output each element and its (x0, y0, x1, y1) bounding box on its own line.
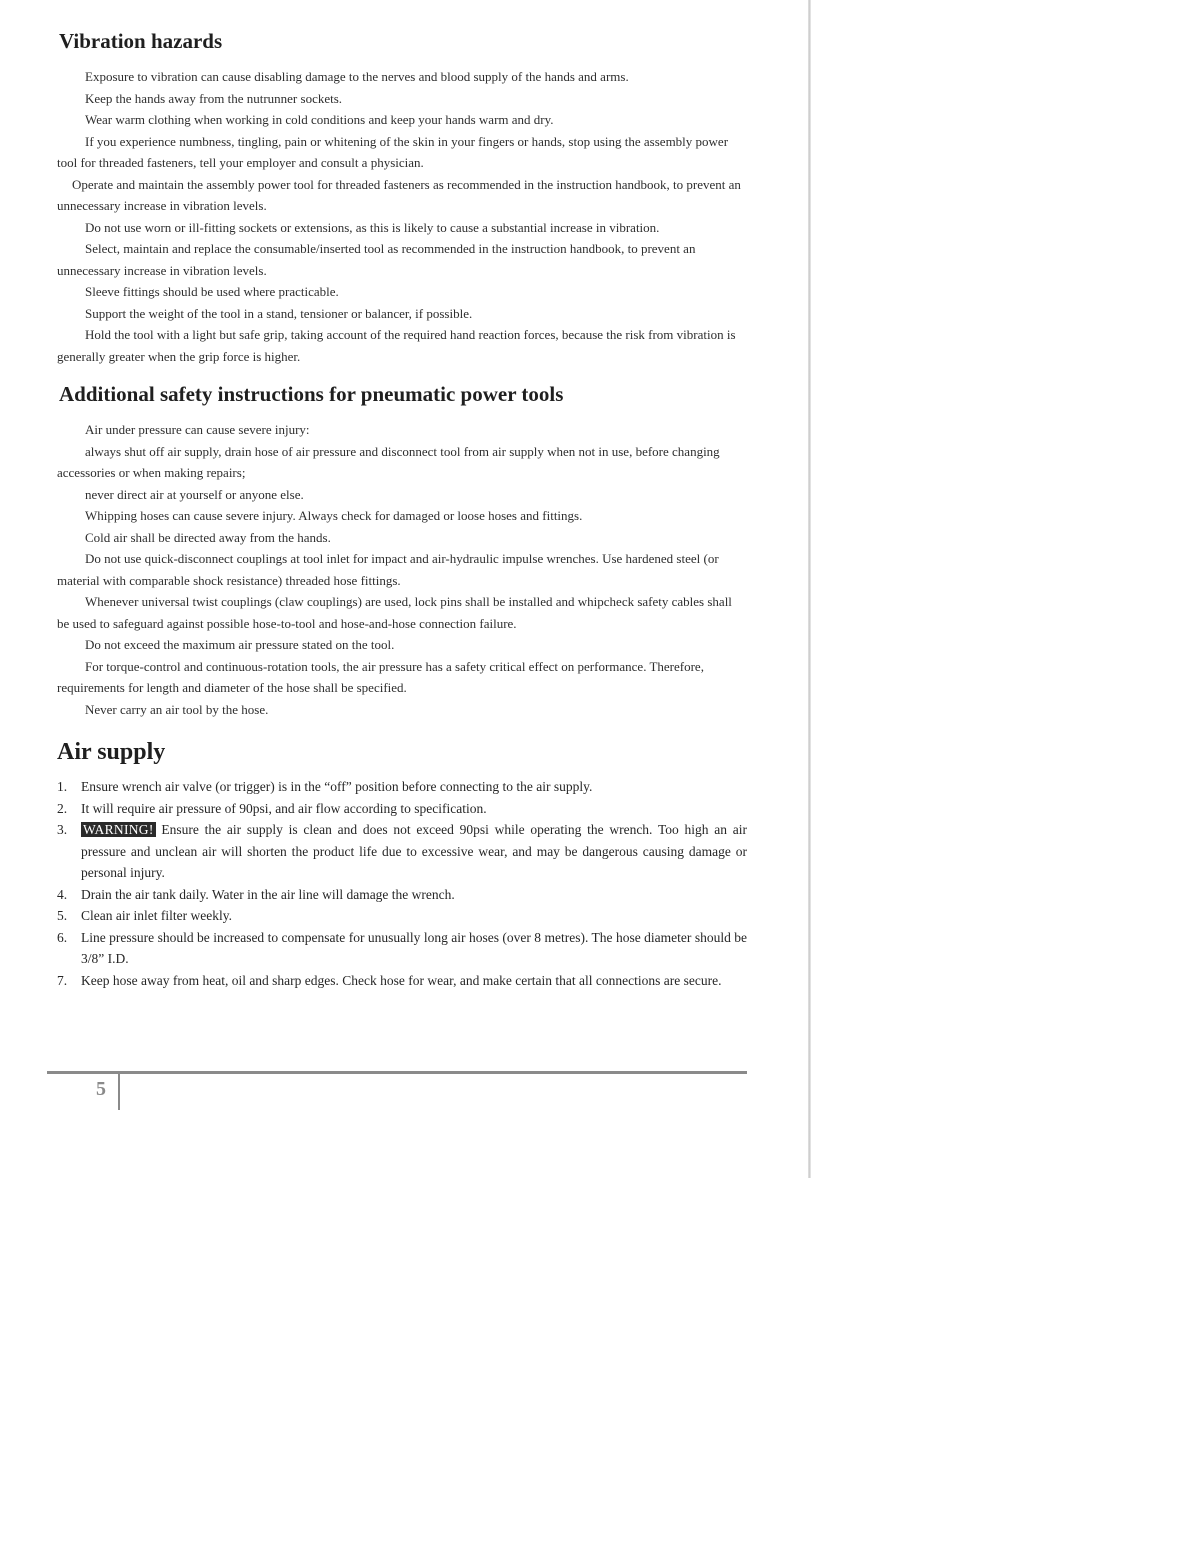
page-number: 5 (96, 1078, 106, 1100)
list-item-number: 3. (57, 822, 68, 837)
list-item-text: It will require air pressure of 90psi, and air flow according to specification. (81, 800, 487, 816)
section-heading-air-supply: Air supply (57, 739, 166, 765)
list-item-text: Ensure wrench air valve (or trigger) is in the “off” position before connecting to the air supply. (81, 779, 593, 794)
list-item-number: 4. (57, 886, 68, 902)
paragraph: Air under pressure can cause severe injury: (85, 422, 310, 437)
paragraph: Keep the hands away from the nutrunner sockets. (85, 90, 343, 106)
paragraph: Support the weight of the tool in a stand, tensioner or balancer, if possible. (85, 305, 473, 321)
air-supply-section (57, 738, 747, 991)
list-item-number: 1. (57, 779, 68, 794)
list-item (57, 776, 747, 798)
list-item-text: Clean air inlet filter weekly. (81, 908, 232, 923)
footer-rule (47, 1071, 747, 1074)
list-item (57, 819, 747, 884)
section-heading-pneumatic: Additional safety instructions for pneumatic power tools (59, 382, 564, 406)
list-item-number: 6. (57, 929, 68, 945)
list-item (57, 970, 747, 992)
paragraph: Cold air shall be directed away from the hands. (85, 529, 331, 545)
list-item-number: 2. (57, 800, 68, 816)
paragraph: Hold the tool with a light but safe grip, taking account of the required hand reaction forces, because the risk from vibration is generally greater when the grip force is higher. (57, 327, 736, 364)
paragraph: For torque-control and continuous-rotation tools, the air pressure has a safety critical effect on performance. Therefore, requirements for length and diameter of the hose shall be specified. (57, 658, 704, 695)
paragraph: always shut off air supply, drain hose of air pressure and disconnect tool from air supply when not in use, before changing accessories or when making repairs; (57, 443, 720, 480)
list-item-text: Ensure the air supply is clean and does not exceed 90psi while operating the wrench. Too high an air pressure and unclean air will shorten the product life due to excessive wear, and may be dangerous causing damage or personal injury. (81, 822, 747, 880)
list-item-text: Line pressure should be increased to compensate for unusually long air hoses (over 8 metres). The hose diameter should be 3/8” I.D. (81, 929, 747, 966)
paragraph: Exposure to vibration can cause disabling damage to the nerves and blood supply of the hands and arms. (85, 69, 629, 84)
paragraph: If you experience numbness, tingling, pain or whitening of the skin in your fingers or hands, stop using the assembly power tool for threaded fasteners, tell your employer and consult a physician. (57, 133, 729, 170)
list-item (57, 798, 747, 820)
footer-divider (118, 1073, 120, 1110)
list-item-number: 5. (57, 908, 68, 923)
section-heading-vibration: Vibration hazards (59, 29, 223, 53)
pneumatic-safety-section (57, 381, 747, 720)
document-body (57, 28, 747, 991)
paragraph: Operate and maintain the assembly power tool for threaded fasteners as recommended in the instruction handbook, to prevent an unnecessary increase in vibration levels. (57, 176, 741, 213)
paragraph: Whenever universal twist couplings (claw couplings) are used, lock pins shall be installed and whipcheck safety cables shall be used to safeguard against possible hose-to-tool and hose-and-hose connection failure. (57, 594, 732, 631)
paragraph: Wear warm clothing when working in cold conditions and keep your hands warm and dry. (85, 112, 554, 127)
list-item-text: Keep hose away from heat, oil and sharp edges. Check hose for wear, and make certain that all connections are secure. (81, 972, 722, 988)
paragraph: Select, maintain and replace the consumable/inserted tool as recommended in the instruction handbook, to prevent an unnecessary increase in vibration levels. (57, 241, 696, 278)
paragraph: Do not use worn or ill-fitting sockets or extensions, as this is likely to cause a substantial increase in vibration. (85, 219, 660, 235)
paragraph: never direct air at yourself or anyone else. (85, 486, 304, 502)
list-item (57, 927, 747, 970)
page-fold-shadow (808, 0, 811, 1178)
paragraph: Do not exceed the maximum air pressure stated on the tool. (85, 637, 395, 652)
paragraph: Never carry an air tool by the hose. (85, 701, 269, 717)
paragraph: Sleeve fittings should be used where practicable. (85, 284, 339, 299)
list-item-number: 7. (57, 972, 68, 988)
vibration-hazards-section (57, 28, 747, 367)
list-item (57, 905, 747, 927)
warning-badge: WARNING! (83, 822, 154, 837)
list-item (57, 884, 747, 906)
paragraph: Do not use quick-disconnect couplings at tool inlet for impact and air-hydraulic impulse wrenches. Use hardened steel (or material with comparable shock resistance) threaded hose fittings. (57, 551, 719, 588)
paragraph: Whipping hoses can cause severe injury. Always check for damaged or loose hoses and fittings. (85, 508, 583, 523)
air-supply-list (57, 776, 747, 991)
list-item-text: Drain the air tank daily. Water in the air line will damage the wrench. (81, 886, 455, 902)
